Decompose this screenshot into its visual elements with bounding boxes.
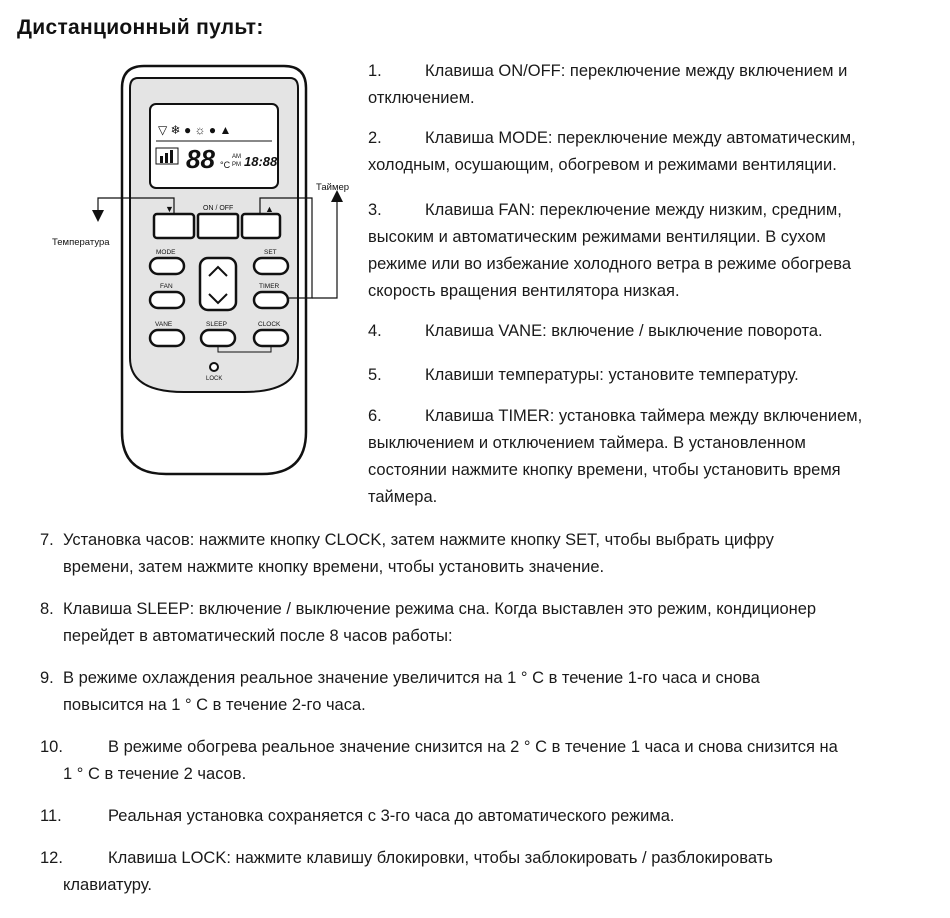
fan-label: FAN [160, 283, 173, 290]
set-button [254, 258, 288, 274]
mode-label: MODE [156, 249, 176, 256]
timer-callout-label: Таймер [316, 182, 350, 193]
item-number: 11. [40, 807, 62, 825]
item-text: Установка часов: нажмите кнопку CLOCK, затем нажмите кнопку SET, чтобы выбрать цифру [63, 531, 774, 549]
list-item-9 [40, 665, 935, 719]
item-text: Клавиша SLEEP: включение / выключение режима сна. Когда выставлен это режим, кондиционер [63, 600, 817, 618]
list-item-7 [40, 527, 935, 581]
item-number: 1. [368, 62, 382, 80]
temperature-callout-label: Температура [52, 237, 110, 248]
item-text: отключением. [368, 89, 475, 107]
item-text: Клавиша FAN: переключение между низким, средним, [425, 201, 842, 219]
list-item-10 [40, 734, 935, 788]
lcd-am: AM [232, 154, 241, 160]
item-text: В режиме охлаждения реальное значение увеличится на 1 ° С в течение 1-го часа и снова [63, 669, 760, 687]
item-text: Клавиша MODE: переключение между автоматическим, [425, 129, 856, 147]
item-text: 1 ° С в течение 2 часов. [63, 765, 247, 783]
timer-up-callout-line [312, 198, 337, 298]
mode-icons: ▽ ❄ ● ☼ ● ▲ [158, 123, 232, 137]
list-item-3 [368, 197, 938, 305]
onoff-button [198, 214, 238, 238]
item-number: 4. [368, 322, 382, 340]
timer-button [254, 292, 288, 308]
sleep-label: SLEEP [206, 321, 227, 328]
item-text: высоким и автоматическим режимами вентиляции. В сухом [368, 228, 826, 246]
item-text: выключением и отключением таймера. В установленном [368, 434, 806, 452]
list-item-1 [368, 58, 938, 112]
remote-control-illustration [48, 62, 358, 482]
item-number: 2. [368, 129, 382, 147]
item-text: Клавиши температуры: установите температуру. [425, 366, 799, 384]
list-item-5 [368, 362, 938, 389]
list-item-12 [40, 845, 935, 899]
lcd-pm: PM [232, 162, 241, 168]
lcd-time: 18:88 [244, 154, 278, 169]
temperature-callout-arrow-icon [92, 210, 104, 222]
list-item-4 [368, 318, 938, 345]
temp-down-label: ▼ [165, 204, 174, 214]
item-text: Реальная установка сохраняется с 3-го часа до автоматического режима. [108, 807, 675, 825]
temp-up-button [242, 214, 280, 238]
mode-button [150, 258, 184, 274]
vane-button [150, 330, 184, 346]
item-text: Клавиша LOCK: нажмите клавишу блокировки, чтобы заблокировать / разблокировать [108, 849, 773, 867]
item-text: Клавиша VANE: включение / выключение поворота. [425, 322, 823, 340]
clock-label: CLOCK [258, 321, 281, 328]
item-number: 8. [40, 600, 54, 618]
lock-label: LOCK [206, 376, 223, 382]
lcd-temp-unit: °C [220, 160, 231, 170]
lock-button [210, 363, 218, 371]
vane-label: VANE [155, 321, 173, 328]
item-text: времени, затем нажмите кнопку времени, чтобы установить значение. [63, 558, 605, 576]
item-number: 3. [368, 201, 382, 219]
set-label: SET [264, 249, 277, 256]
item-text: состоянии нажмите кнопку времени, чтобы установить время [368, 461, 841, 479]
item-text: Клавиша ON/OFF: переключение между включением и [425, 62, 848, 80]
item-text: клавиатуру. [63, 876, 152, 894]
item-number: 10. [40, 738, 63, 756]
onoff-label: ON / OFF [203, 205, 234, 212]
item-text: перейдет в автоматический после 8 часов работы: [63, 627, 453, 645]
item-number: 5. [368, 366, 382, 384]
lcd-temperature: 88 [186, 144, 215, 174]
item-text: повысится на 1 ° С в течение 2-го часа. [63, 696, 366, 714]
item-text: холодным, осушающим, обогревом и режимами вентиляции. [368, 156, 837, 174]
item-number: 12. [40, 849, 63, 867]
clock-button [254, 330, 288, 346]
item-number: 9. [40, 669, 54, 687]
temp-down-button [154, 214, 194, 238]
sleep-button [201, 330, 235, 346]
list-item-2 [368, 125, 938, 179]
list-item-8 [40, 596, 935, 650]
item-text: скорость вращения вентилятора низкая. [368, 282, 680, 300]
item-text: Клавиша TIMER: установка таймера между включением, [425, 407, 863, 425]
item-text: таймера. [368, 488, 438, 506]
timer-label: TIMER [259, 283, 280, 290]
list-item-6 [368, 403, 938, 511]
list-item-11 [40, 803, 935, 830]
page-title: Дистанционный пульт: [17, 16, 264, 39]
item-number: 6. [368, 407, 382, 425]
item-number: 7. [40, 531, 54, 549]
temp-up-label: ▲ [265, 204, 274, 214]
item-text: режиме или во избежание холодного ветра в режиме обогрева [368, 255, 852, 273]
item-text: В режиме обогрева реальное значение снизится на 2 ° С в течение 1 часа и снова снизится на [108, 738, 838, 756]
fan-button [150, 292, 184, 308]
